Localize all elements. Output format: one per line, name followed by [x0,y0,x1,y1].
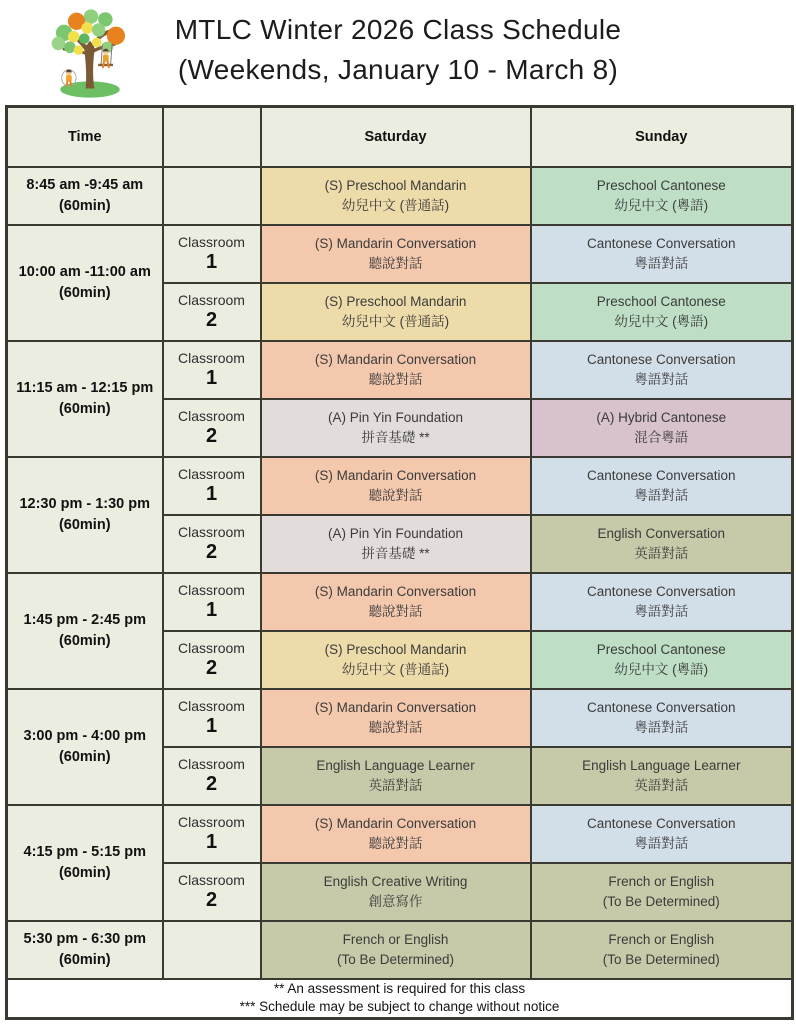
class-title-zh: 粵語對話 [634,371,689,387]
time-cell [7,573,163,689]
class-title-zh: 英語對話 [368,777,423,793]
class-cell [531,515,793,573]
schedule-row [7,341,793,399]
class-title-zh: 幼兒中文 (普通話) [341,197,450,213]
class-title-en: (S) Mandarin Conversation [314,351,477,367]
classroom-number: 2 [205,889,218,911]
class-cell [531,167,793,225]
class-schedule-table [5,105,794,1020]
footnotes-cell [7,979,793,1019]
schedule-row [7,573,793,631]
classroom-cell [163,225,261,283]
class-title-en: French or English [608,873,715,889]
class-title-zh: 粵語對話 [634,603,689,619]
time-duration: (60min) [58,748,111,765]
time-cell [7,689,163,805]
time-range: 3:00 pm - 4:00 pm [23,727,146,744]
classroom-number: 2 [205,309,218,331]
time-range: 11:15 am - 12:15 pm [16,379,154,396]
time-duration: (60min) [58,284,111,301]
class-cell [261,225,531,283]
classroom-number: 2 [205,657,218,679]
time-duration: (60min) [58,400,111,417]
classroom-cell [163,341,261,399]
class-title-en: English Creative Writing [323,873,468,889]
class-title-en: (A) Hybrid Cantonese [596,409,727,425]
classroom-number: 2 [205,541,218,563]
time-range: 10:00 am -11:00 am [18,263,151,280]
classroom-number: 1 [205,367,218,389]
class-title-en: Cantonese Conversation [586,467,736,483]
class-title-en: (A) Pin Yin Foundation [327,409,464,425]
class-title-zh: 聽說對話 [368,255,423,271]
class-cell [531,457,793,515]
col-header-time: Time [7,107,163,167]
schedule-row [7,921,793,979]
class-title-en: Cantonese Conversation [586,699,736,715]
class-title-en: (S) Mandarin Conversation [314,699,477,715]
class-title-zh: 聽說對話 [368,371,423,387]
class-title-zh: 粵語對話 [634,835,689,851]
class-title-zh: 英語對話 [634,545,689,561]
classroom-cell [163,747,261,805]
class-title-zh: 聽說對話 [368,835,423,851]
col-header-classroom [163,107,261,167]
class-title-en: English Language Learner [316,757,475,773]
col-header-saturday: Saturday [261,107,531,167]
class-title-en: Cantonese Conversation [586,815,736,831]
class-cell [531,689,793,747]
class-title-zh: 英語對話 [634,777,689,793]
class-title-en: (S) Mandarin Conversation [314,583,477,599]
classroom-number: 2 [205,425,218,447]
time-range: 4:15 pm - 5:15 pm [23,843,146,860]
class-cell [261,921,531,979]
class-cell [531,747,793,805]
class-title-en: (S) Preschool Mandarin [324,177,467,193]
time-cell [7,457,163,573]
class-title-zh: 拼音基礎 ** [361,429,430,445]
class-title-zh: 幼兒中文 (粵語) [614,661,709,677]
table-header-row [7,107,793,167]
class-title-en: (A) Pin Yin Foundation [327,525,464,541]
class-cell [531,921,793,979]
classroom-label: Classroom [178,234,245,250]
class-cell [261,341,531,399]
classroom-label: Classroom [178,524,245,540]
classroom-cell [163,805,261,863]
class-title-en: (S) Mandarin Conversation [314,467,477,483]
time-cell [7,225,163,341]
class-title-zh: 聽說對話 [368,487,423,503]
classroom-cell-empty [163,167,261,225]
classroom-label: Classroom [178,756,245,772]
classroom-label: Classroom [178,872,245,888]
time-duration: (60min) [58,197,111,214]
classroom-number: 1 [205,715,218,737]
classroom-label: Classroom [178,350,245,366]
class-title-zh: 聽說對話 [368,603,423,619]
class-title-zh: 混合粵語 [634,429,689,445]
time-cell [7,167,163,225]
class-cell [531,283,793,341]
class-title-zh: 創意寫作 [368,893,423,909]
class-title-en: English Language Learner [582,757,741,773]
classroom-cell [163,283,261,341]
classroom-label: Classroom [178,698,245,714]
title-line-1: MTLC Winter 2026 Class Schedule [174,14,622,45]
classroom-number: 1 [205,251,218,273]
class-cell [261,747,531,805]
class-title-en: Preschool Cantonese [596,293,726,309]
schedule-row [7,689,793,747]
class-cell [261,805,531,863]
class-title-en: Preschool Cantonese [596,177,726,193]
class-title-zh: 幼兒中文 (粵語) [614,197,709,213]
class-title-en: (S) Preschool Mandarin [324,641,467,657]
class-title-en: Cantonese Conversation [586,583,736,599]
time-cell [7,921,163,979]
class-cell [261,515,531,573]
class-cell [261,283,531,341]
time-duration: (60min) [58,864,111,881]
class-cell [531,399,793,457]
class-title-en: French or English [342,931,449,947]
footnote-assessment: ** An assessment is required for this class [273,981,526,997]
classroom-cell [163,631,261,689]
class-cell [261,573,531,631]
classroom-label: Classroom [178,582,245,598]
class-title-en: (S) Mandarin Conversation [314,235,477,251]
class-cell [261,399,531,457]
class-title-zh: 幼兒中文 (普通話) [341,661,450,677]
class-cell [531,341,793,399]
class-title-en: (S) Preschool Mandarin [324,293,467,309]
classroom-number: 1 [205,599,218,621]
classroom-cell [163,573,261,631]
classroom-label: Classroom [178,466,245,482]
schedule-row [7,805,793,863]
classroom-number: 2 [205,773,218,795]
class-title-en: French or English [608,931,715,947]
schedule-row [7,225,793,283]
footnote-schedule-change: *** Schedule may be subject to change without notice [239,999,560,1015]
class-title-zh: 聽說對話 [368,719,423,735]
time-cell [7,805,163,921]
page-header [0,0,796,105]
class-title-zh: 幼兒中文 (粵語) [614,313,709,329]
col-header-sunday: Sunday [531,107,793,167]
class-title-zh: (To Be Determined) [602,893,720,909]
classroom-cell [163,399,261,457]
class-title-zh: 粵語對話 [634,719,689,735]
class-title-en: (S) Mandarin Conversation [314,815,477,831]
time-duration: (60min) [58,516,111,533]
classroom-label: Classroom [178,408,245,424]
class-cell [261,863,531,921]
classroom-cell-empty [163,921,261,979]
class-title-zh: 粵語對話 [634,255,689,271]
class-title-en: Preschool Cantonese [596,641,726,657]
classroom-cell [163,689,261,747]
class-cell [261,631,531,689]
class-title-zh: 粵語對話 [634,487,689,503]
class-cell [261,457,531,515]
class-cell [261,689,531,747]
time-range: 5:30 pm - 6:30 pm [23,930,146,947]
time-range: 1:45 pm - 2:45 pm [23,611,146,628]
class-title-zh: 幼兒中文 (普通話) [341,313,450,329]
page-title [0,10,796,90]
classroom-label: Classroom [178,640,245,656]
class-title-en: Cantonese Conversation [586,235,736,251]
classroom-cell [163,515,261,573]
time-duration: (60min) [58,951,111,968]
classroom-number: 1 [205,483,218,505]
class-cell [531,573,793,631]
class-cell [531,805,793,863]
classroom-number: 1 [205,831,218,853]
time-cell [7,341,163,457]
class-cell [531,863,793,921]
classroom-cell [163,457,261,515]
class-title-en: English Conversation [597,525,726,541]
classroom-cell [163,863,261,921]
schedule-row [7,457,793,515]
class-cell [531,225,793,283]
class-title-zh: 拼音基礎 ** [361,545,430,561]
time-range: 8:45 am -9:45 am [26,176,144,193]
classroom-label: Classroom [178,292,245,308]
class-title-en-2: (To Be Determined) [602,951,720,967]
time-duration: (60min) [58,632,111,649]
class-cell [531,631,793,689]
class-cell [261,167,531,225]
title-line-2: (Weekends, January 10 - March 8) [177,54,619,85]
class-title-en-2: (To Be Determined) [336,951,455,967]
time-range: 12:30 pm - 1:30 pm [19,495,151,512]
classroom-label: Classroom [178,814,245,830]
schedule-row [7,167,793,225]
footnote-row [7,979,793,1019]
class-title-en: Cantonese Conversation [586,351,736,367]
